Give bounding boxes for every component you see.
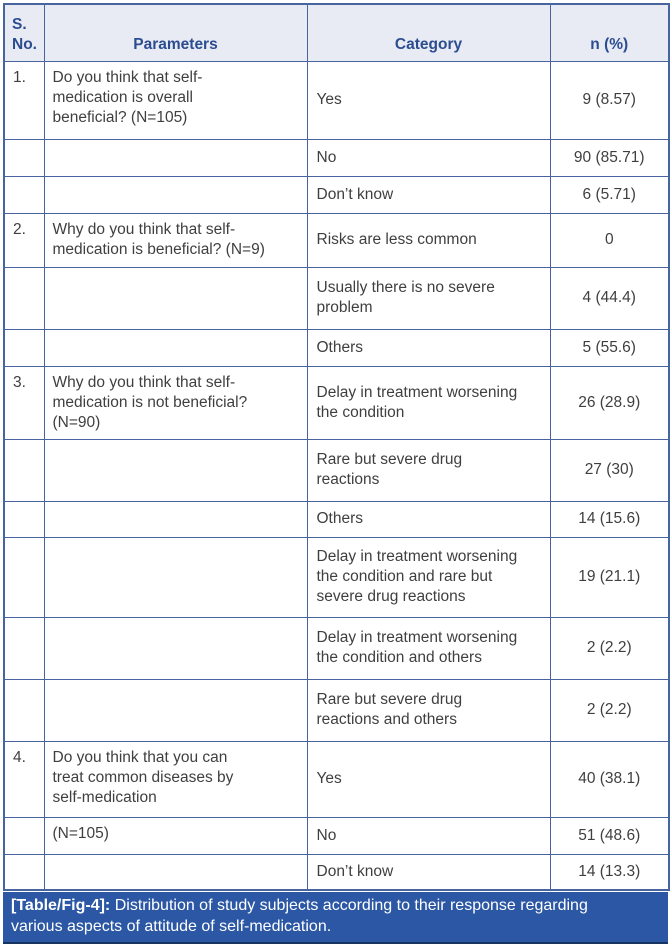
cell-n-percent: 4 (44.4) <box>550 267 669 329</box>
cell-sno <box>4 617 44 679</box>
caption-label: [Table/Fig-4]: <box>11 897 111 914</box>
cell-category: No <box>307 139 550 176</box>
table-row <box>4 679 669 741</box>
cell-n-percent: 2 (2.2) <box>550 617 669 679</box>
table-row <box>4 439 669 501</box>
cell-parameter <box>44 139 307 176</box>
cell-sno <box>4 329 44 366</box>
table-row <box>4 501 669 537</box>
cell-category: Delay in treatment worsening the condition and rare but severe drug reactions <box>307 537 550 617</box>
cell-category: Rare but severe drug reactions <box>307 439 550 501</box>
header-n-percent: n (%) <box>550 4 669 61</box>
cell-sno <box>4 439 44 501</box>
header-parameters: Parameters <box>44 4 307 61</box>
table-row <box>4 329 669 366</box>
cell-sno: 1. <box>4 61 44 139</box>
cell-parameter <box>44 854 307 890</box>
cell-parameter: Do you think that self- medication is overall beneficial? (N=105) <box>44 61 307 139</box>
cell-sno <box>4 679 44 741</box>
cell-n-percent: 19 (21.1) <box>550 537 669 617</box>
cell-n-percent: 26 (28.9) <box>550 366 669 439</box>
table-row <box>4 741 669 817</box>
header-row <box>4 4 669 61</box>
cell-parameter: Why do you think that self- medication is beneficial? (N=9) <box>44 213 307 267</box>
cell-n-percent: 5 (55.6) <box>550 329 669 366</box>
cell-sno: 3. <box>4 366 44 439</box>
cell-sno <box>4 817 44 854</box>
cell-sno <box>4 501 44 537</box>
cell-category: Delay in treatment worsening the condition <box>307 366 550 439</box>
table-row <box>4 617 669 679</box>
cell-category: Yes <box>307 741 550 817</box>
table-row <box>4 61 669 139</box>
cell-n-percent: 27 (30) <box>550 439 669 501</box>
cell-n-percent: 0 <box>550 213 669 267</box>
cell-category: Risks are less common <box>307 213 550 267</box>
cell-category: Others <box>307 329 550 366</box>
cell-category: Don’t know <box>307 176 550 213</box>
cell-sno <box>4 267 44 329</box>
cell-parameter <box>44 679 307 741</box>
cell-n-percent: 40 (38.1) <box>550 741 669 817</box>
table-body <box>4 61 669 890</box>
cell-n-percent: 6 (5.71) <box>550 176 669 213</box>
table-row <box>4 537 669 617</box>
cell-category: Rare but severe drug reactions and others <box>307 679 550 741</box>
cell-category: Others <box>307 501 550 537</box>
cell-category: Usually there is no severe problem <box>307 267 550 329</box>
cell-n-percent: 90 (85.71) <box>550 139 669 176</box>
caption-text: Distribution of study subjects according to their response regarding various aspects of attitude of self-medication. <box>11 897 588 935</box>
cell-parameter: Do you think that you can treat common diseases by self-medication <box>44 741 307 817</box>
cell-sno: 4. <box>4 741 44 817</box>
cell-parameter <box>44 617 307 679</box>
table-row <box>4 267 669 329</box>
cell-parameter <box>44 439 307 501</box>
table-row <box>4 139 669 176</box>
cell-n-percent: 14 (15.6) <box>550 501 669 537</box>
cell-parameter: (N=105) <box>44 817 307 854</box>
cell-sno <box>4 854 44 890</box>
cell-parameter <box>44 267 307 329</box>
table-row <box>4 817 669 854</box>
cell-sno <box>4 537 44 617</box>
table-row <box>4 213 669 267</box>
table-header <box>4 4 669 61</box>
table-caption <box>3 892 668 944</box>
header-category: Category <box>307 4 550 61</box>
cell-parameter <box>44 501 307 537</box>
cell-parameter <box>44 176 307 213</box>
table-row <box>4 366 669 439</box>
cell-n-percent: 9 (8.57) <box>550 61 669 139</box>
table-row <box>4 854 669 890</box>
header-sno: S. No. <box>4 4 44 61</box>
cell-n-percent: 51 (48.6) <box>550 817 669 854</box>
table-row <box>4 176 669 213</box>
cell-n-percent: 2 (2.2) <box>550 679 669 741</box>
cell-sno <box>4 176 44 213</box>
cell-sno <box>4 139 44 176</box>
cell-category: Don’t know <box>307 854 550 890</box>
cell-n-percent: 14 (13.3) <box>550 854 669 890</box>
cell-parameter <box>44 537 307 617</box>
cell-parameter: Why do you think that self- medication is not beneficial? (N=90) <box>44 366 307 439</box>
cell-parameter <box>44 329 307 366</box>
cell-category: No <box>307 817 550 854</box>
cell-sno: 2. <box>4 213 44 267</box>
cell-category: Delay in treatment worsening the condition and others <box>307 617 550 679</box>
attitude-distribution-table <box>3 3 670 891</box>
cell-category: Yes <box>307 61 550 139</box>
